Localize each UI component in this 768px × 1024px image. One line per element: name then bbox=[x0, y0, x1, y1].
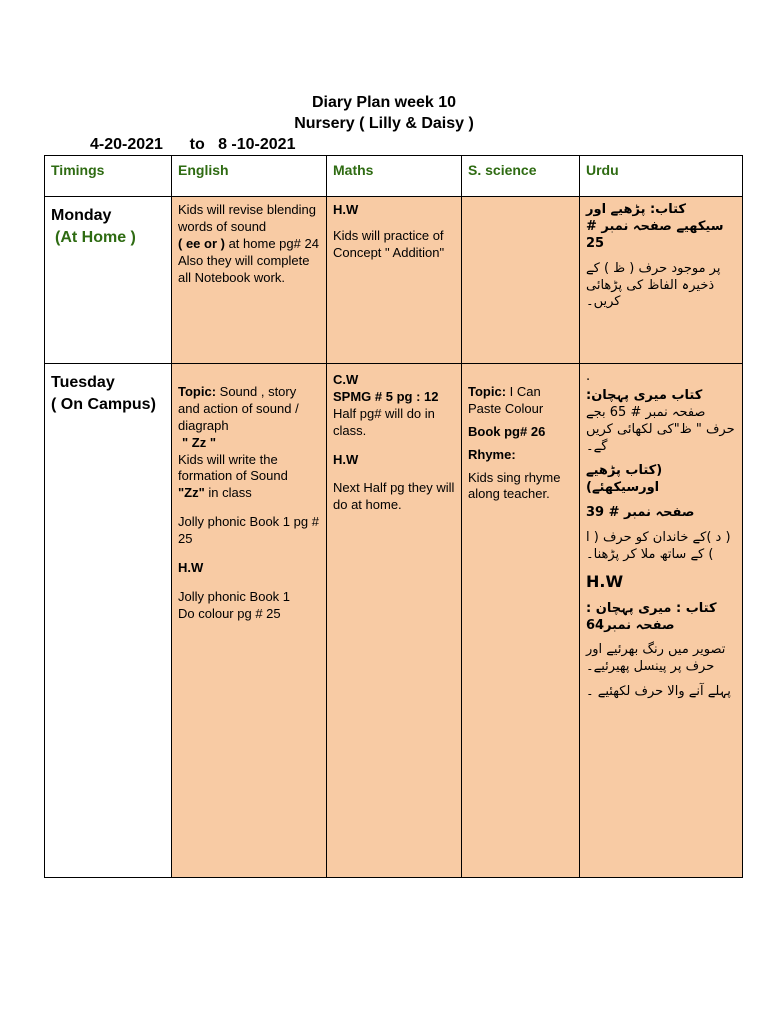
cw-label: C.W bbox=[333, 372, 359, 387]
science-cell bbox=[462, 197, 580, 364]
date-range bbox=[90, 136, 295, 154]
page-subtitle: Nursery ( Lilly & Daisy ) bbox=[294, 115, 474, 132]
col-header-timings: Timings bbox=[45, 156, 172, 197]
maths-cell: C.W SPMG # 5 pg : 12 Half pg# will do in class. H.W Next Half pg they will do at home. bbox=[327, 364, 462, 878]
english-text: Kids will revise blending words of sound ( ee or ) at home pg# 24 Also they will complete all Notebook work. bbox=[178, 202, 319, 285]
to-word: to bbox=[189, 136, 205, 153]
maths-text: Kids will practice of Concept " Addition" bbox=[333, 227, 445, 260]
day-name: Tuesday bbox=[51, 374, 115, 391]
timing-cell bbox=[45, 197, 172, 364]
col-header-science: S. science bbox=[462, 156, 580, 197]
col-header-urdu: Urdu bbox=[580, 156, 743, 197]
sound-label: ( ee or ) bbox=[178, 235, 225, 251]
maths-cell bbox=[327, 197, 462, 364]
hw-label: H.W bbox=[333, 202, 359, 217]
page-title: Diary Plan week 10 bbox=[311, 94, 457, 111]
urdu-cell: کتاب: پڑھیے اور سیکھیے صفحہ نمبر # 25 پر موجود حرف ( ظ ) کے ذخیرہ الفاظ کی پڑھائی کریں۔ bbox=[580, 197, 743, 364]
date-from: 4-20-2021 bbox=[90, 136, 163, 153]
date-to: 8 -10-2021 bbox=[218, 136, 296, 153]
hw-label: H.W bbox=[586, 571, 624, 591]
day-name: Monday bbox=[51, 207, 112, 224]
diary-plan-table bbox=[44, 155, 743, 878]
hw-label: H.W bbox=[333, 451, 359, 467]
hw-label: H.W bbox=[178, 560, 204, 576]
timing-cell bbox=[45, 364, 172, 878]
header-row bbox=[45, 156, 743, 197]
col-header-english: English bbox=[172, 156, 327, 197]
day-mode: (At Home ) bbox=[55, 229, 136, 247]
day-mode: ( On Campus) bbox=[51, 396, 156, 414]
col-header-maths: Maths bbox=[327, 156, 462, 197]
table-row-tuesday bbox=[45, 364, 743, 878]
table-row-monday bbox=[45, 197, 743, 364]
science-cell: Topic: I Can Paste Colour Book pg# 26 Rhyme: Kids sing rhyme along teacher. bbox=[462, 364, 580, 878]
english-cell: Topic: Sound , story and action of sound / diagraph " Zz " Kids will write the formation of Sound "Zz" in class Jolly phonic Book 1 pg # 25 H.W Jolly phonic Book 1 Do colour pg # 25 bbox=[172, 364, 327, 878]
english-cell bbox=[172, 197, 327, 364]
urdu-cell: . کتاب میری پہچان: صفحہ نمبر # 65 بجے حرف " ظ"کی لکھائی کریں گے۔ (کتاب پڑھیے اورسیکھئے) صفحہ نمبر # 39 ( د )کے خاندان کو حرف ( ا ) کے ساتھ ملا کر پڑھنا۔ H.W کتاب : میری پہچان : صفحہ نمبر64 تصویر میں رنگ بھرئیے اور حرف پر پینسل پھیرئیے۔ پہلے آنے والا حرف لکھئیے ۔ bbox=[580, 364, 743, 878]
